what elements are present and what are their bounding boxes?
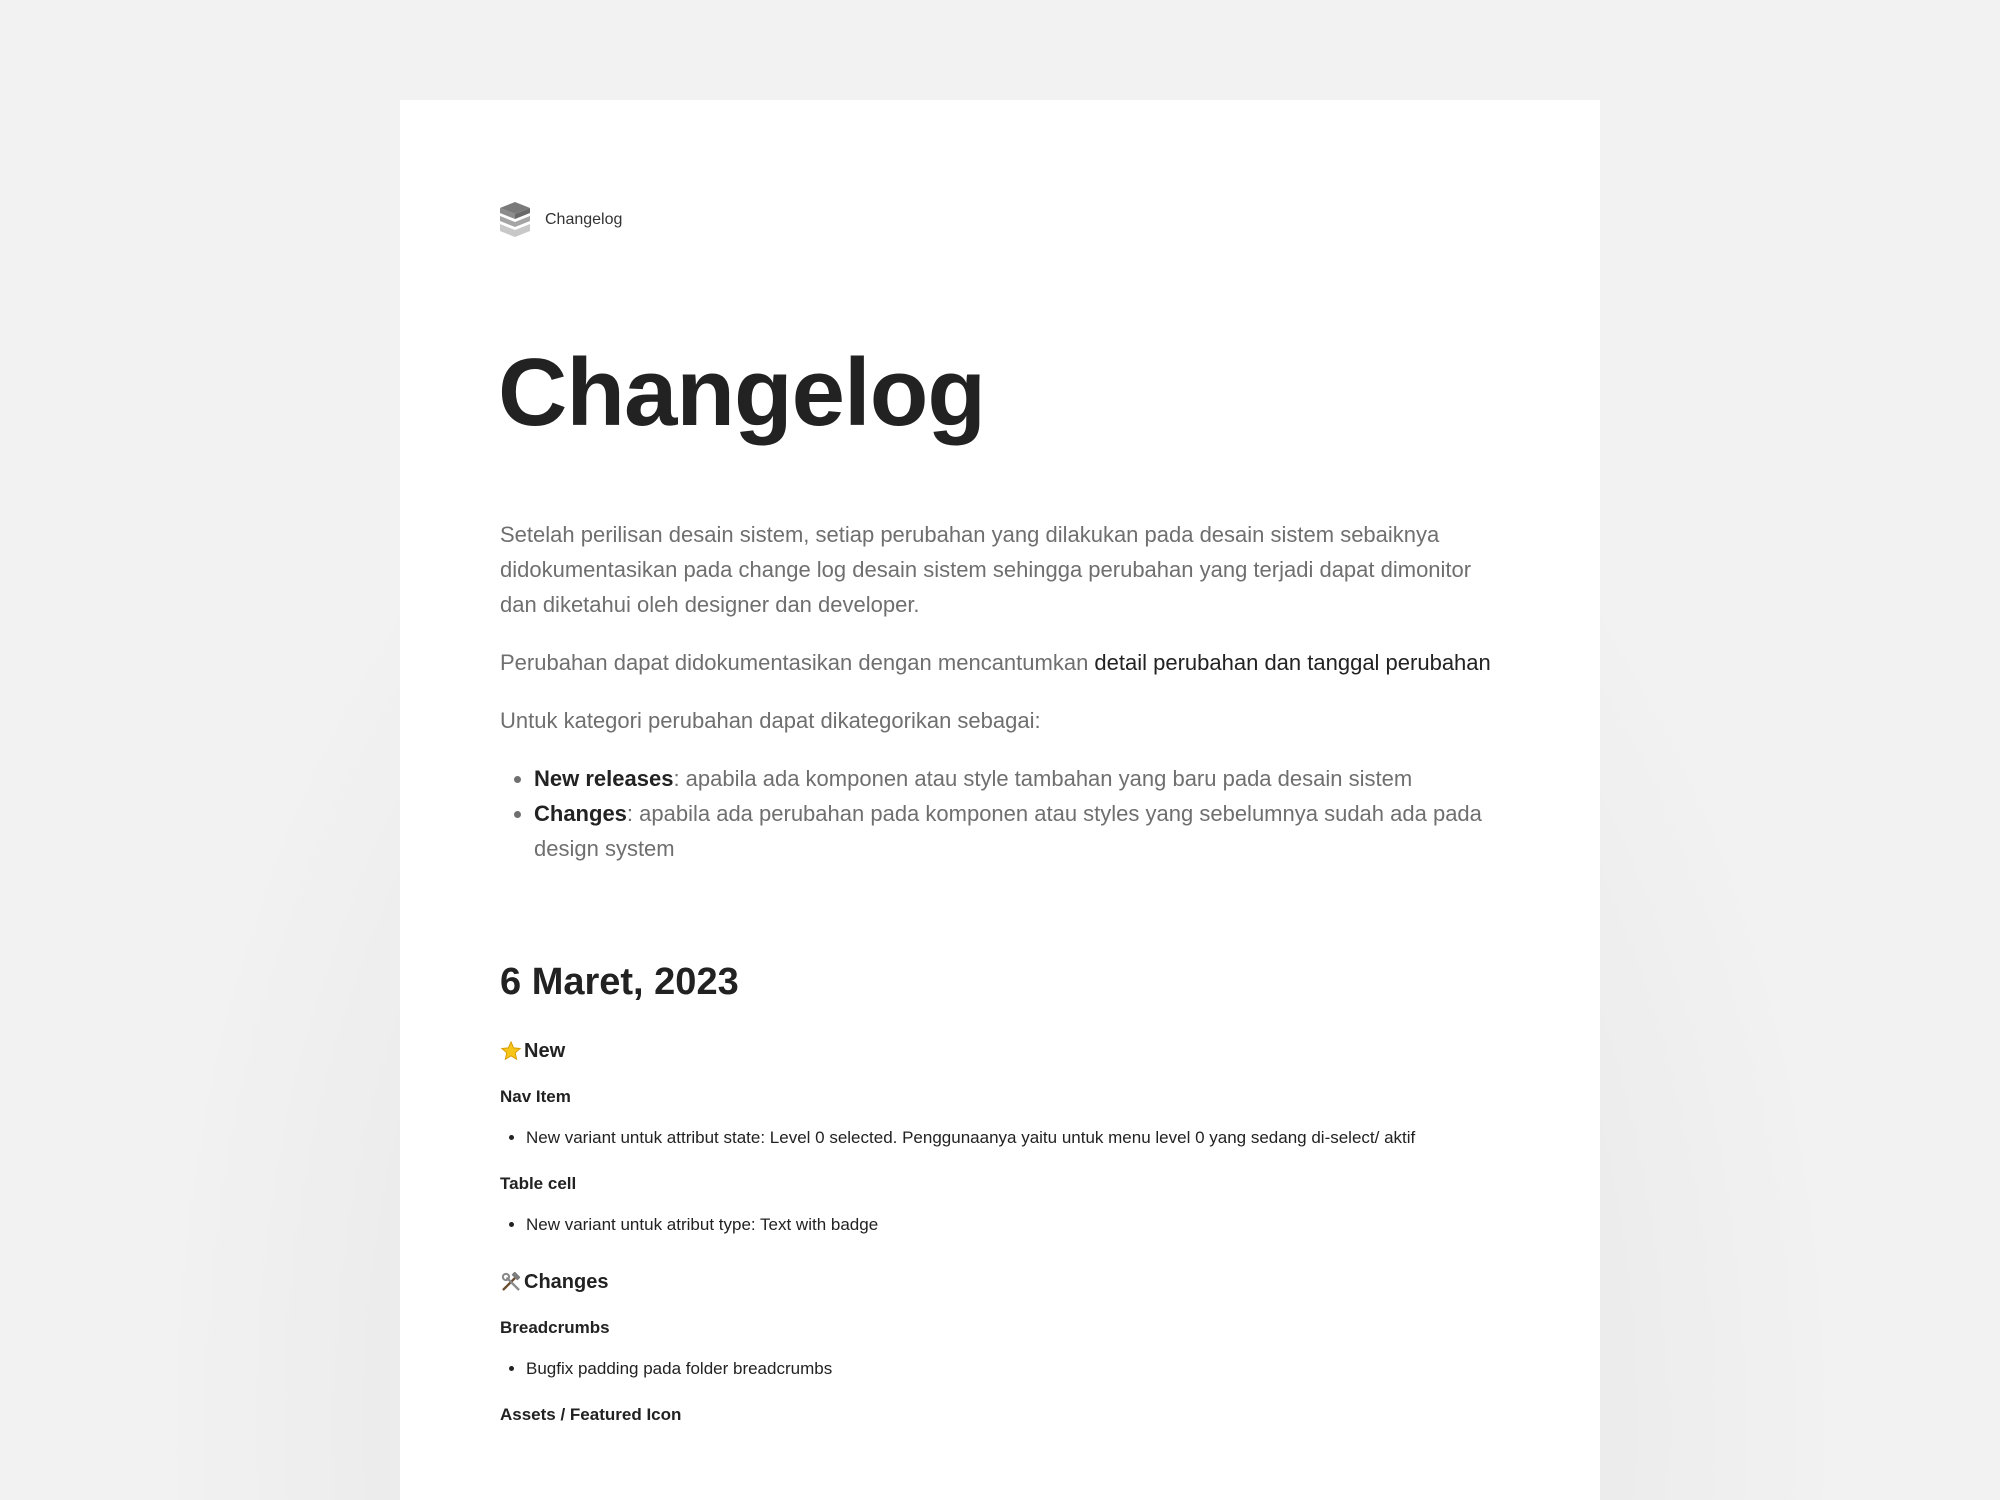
note-list bbox=[500, 1212, 1506, 1237]
note-list bbox=[500, 1356, 1506, 1381]
entry-date-heading: 6 Maret, 2023 bbox=[500, 961, 739, 1003]
category-item bbox=[534, 761, 1500, 796]
category-description: : apabila ada komponen atau style tambahan yang baru pada desain sistem bbox=[673, 766, 1413, 791]
breadcrumb-label[interactable]: Changelog bbox=[545, 211, 623, 228]
intro-section bbox=[500, 517, 1500, 866]
category-list bbox=[500, 761, 1500, 866]
new-section-heading bbox=[500, 1040, 1500, 1063]
note-item: • New variant untuk attribut state: Level 0 selected. Penggunaanya yaitu untuk menu level 0 yang sedang di-select/ aktif bbox=[526, 1125, 1506, 1150]
changes-section-label: Changes bbox=[524, 1270, 609, 1293]
note-list bbox=[500, 1125, 1506, 1150]
hammer-wrench-icon bbox=[500, 1271, 522, 1293]
breadcrumb[interactable] bbox=[500, 200, 1500, 240]
page-title: Changelog bbox=[498, 339, 985, 446]
intro-paragraph-2-emphasis: detail perubahan dan tanggal perubahan bbox=[1094, 650, 1491, 675]
intro-paragraph-2 bbox=[500, 645, 1510, 680]
intro-paragraph-1: Setelah perilisan desain sistem, setiap perubahan yang dilakukan pada desain sistem sebaiknya didokumentasikan pada change log desain sistem sehingga perubahan yang terjadi dapat dimonitor dan diketahui oleh designer dan developer. bbox=[500, 522, 1472, 617]
category-item bbox=[534, 796, 1500, 866]
note-item: • New variant untuk atribut type: Text with badge bbox=[526, 1212, 1506, 1237]
category-description: : apabila ada perubahan pada komponen atau styles yang sebelumnya sudah ada pada design system bbox=[534, 801, 1482, 861]
component-heading: Assets / Featured Icon bbox=[500, 1404, 682, 1424]
changes-section-heading bbox=[500, 1271, 1500, 1294]
component-heading: Table cell bbox=[500, 1173, 577, 1193]
category-term: Changes bbox=[534, 801, 627, 826]
new-section-label: New bbox=[524, 1039, 566, 1062]
intro-paragraph-2-text: Perubahan dapat didokumentasikan dengan mencantumkan bbox=[500, 650, 1095, 675]
component-heading: Nav Item bbox=[500, 1086, 571, 1106]
component-heading: Breadcrumbs bbox=[500, 1317, 610, 1337]
intro-paragraph-3: Untuk kategori perubahan dapat dikategorikan sebagai: bbox=[500, 708, 1041, 733]
document-page bbox=[400, 100, 1600, 1500]
stack-layers-icon bbox=[500, 202, 530, 238]
note-item: • Bugfix padding pada folder breadcrumbs bbox=[526, 1356, 1506, 1381]
star-icon bbox=[500, 1040, 522, 1062]
category-term: New releases bbox=[534, 766, 674, 791]
